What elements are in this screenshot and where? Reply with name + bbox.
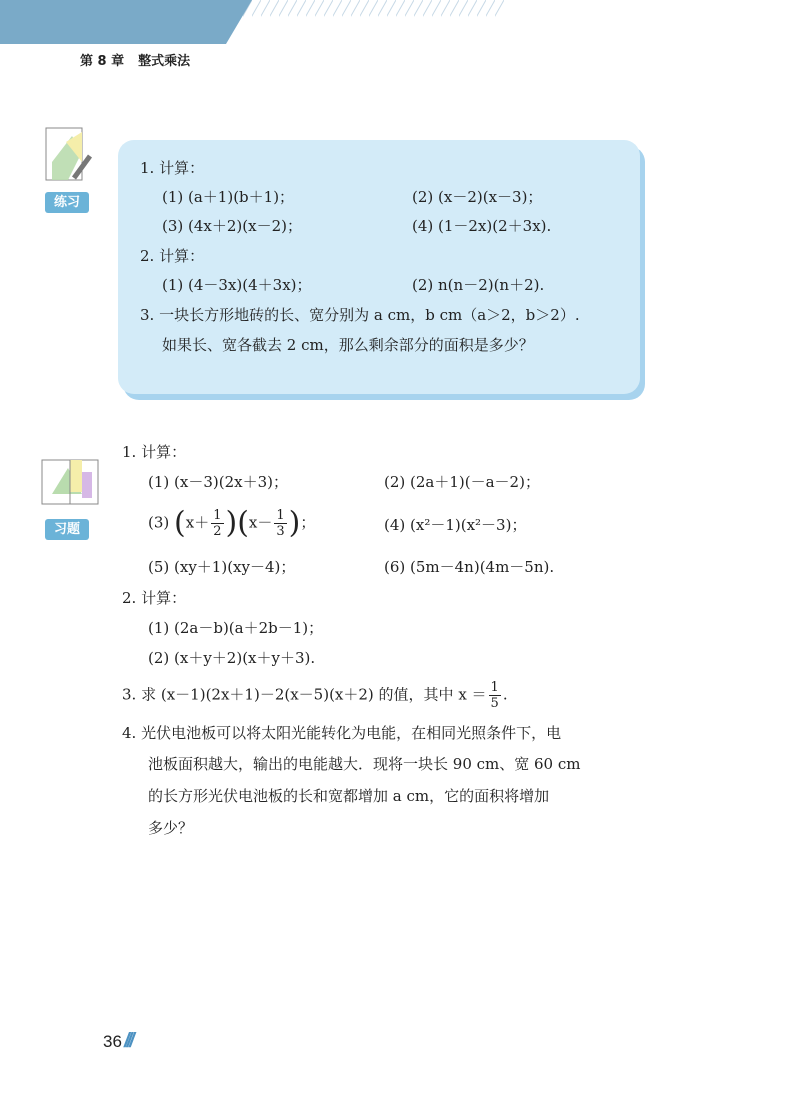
exercise-q1-item: (1) (x－3)(2x＋3)； bbox=[148, 473, 288, 491]
exercise-q1-item-3: (3) (x＋ $\frac{1}{2}$ )(x－ $\frac{1}{3}$ )； bbox=[148, 505, 316, 541]
exercise-q2-item: (1) (2a－b)(a＋2b－1)； bbox=[148, 619, 324, 637]
fraction: $\frac{1}{3}$ bbox=[276, 508, 285, 539]
exercise-q1: 1. 计算： bbox=[122, 443, 187, 461]
chapter-title: 整式乘法 bbox=[138, 54, 191, 69]
practice-q1-item: (2) (x－2)(x－3)； bbox=[412, 188, 543, 206]
exercise-q3: 3. 求 (x－1)(2x＋1)－2(x－5)(x＋2) 的值，其中 x ＝ $\frac{1}{5}$ . bbox=[122, 680, 508, 711]
exercise-q4-line: 多少？ bbox=[148, 819, 194, 837]
exercises-book-icon bbox=[38, 442, 100, 508]
practice-q2-item: (2) n(n－2)(n＋2). bbox=[412, 276, 545, 294]
practice-q3: 3. 一块长方形地砖的长、宽分别为 a cm，b cm（a＞2，b＞2）. bbox=[140, 306, 580, 324]
exercise-q2: 2. 计算： bbox=[122, 589, 187, 607]
practice-q2: 2. 计算： bbox=[140, 247, 205, 265]
chapter-number: 第 8 章 bbox=[80, 54, 125, 69]
practice-q1: 1. 计算： bbox=[140, 159, 205, 177]
exercises-label: 习题 bbox=[45, 519, 89, 540]
practice-label: 练习 bbox=[45, 192, 89, 213]
fraction: $\frac{1}{2}$ bbox=[213, 508, 222, 539]
practice-q1-item: (4) (1－2x)(2＋3x). bbox=[412, 217, 552, 235]
exercise-q1-item: (6) (5m－4n)(4m－5n). bbox=[384, 558, 555, 576]
practice-q1-item: (3) (4x＋2)(x－2)； bbox=[162, 217, 302, 235]
practice-q2-item: (1) (4－3x)(4＋3x)； bbox=[162, 276, 312, 294]
exercise-q4-line: 的长方形光伏电池板的长和宽都增加 a cm，它的面积将增加 bbox=[148, 787, 550, 805]
exercise-q4-line: 池板面积越大，输出的电能越大．现将一块长 90 cm、宽 60 cm bbox=[148, 755, 581, 773]
exercise-q1-item: (5) (xy＋1)(xy－4)； bbox=[148, 558, 296, 576]
practice-q3-line: 如果长、宽各截去 2 cm，那么剩余部分的面积是多少？ bbox=[162, 336, 534, 354]
page-slash-mark: /// bbox=[124, 1030, 132, 1052]
practice-pencil-icon bbox=[38, 122, 98, 188]
exercise-q1-item: (2) (2a＋1)(－a－2)； bbox=[384, 473, 540, 491]
exercise-q2-item: (2) (x＋y＋2)(x＋y＋3). bbox=[148, 649, 316, 667]
chapter-heading bbox=[80, 50, 204, 69]
fraction: $\frac{1}{5}$ bbox=[490, 680, 499, 711]
page-number: 36 bbox=[103, 1032, 122, 1051]
header-banner bbox=[0, 0, 520, 44]
practice-q1-item: (1) (a＋1)(b＋1)； bbox=[162, 188, 295, 206]
exercise-q1-item: (4) (x²－1)(x²－3)； bbox=[384, 516, 527, 534]
practice-box bbox=[118, 140, 640, 394]
exercise-q4: 4. 光伏电池板可以将太阳光能转化为电能，在相同光照条件下，电 bbox=[122, 724, 562, 742]
